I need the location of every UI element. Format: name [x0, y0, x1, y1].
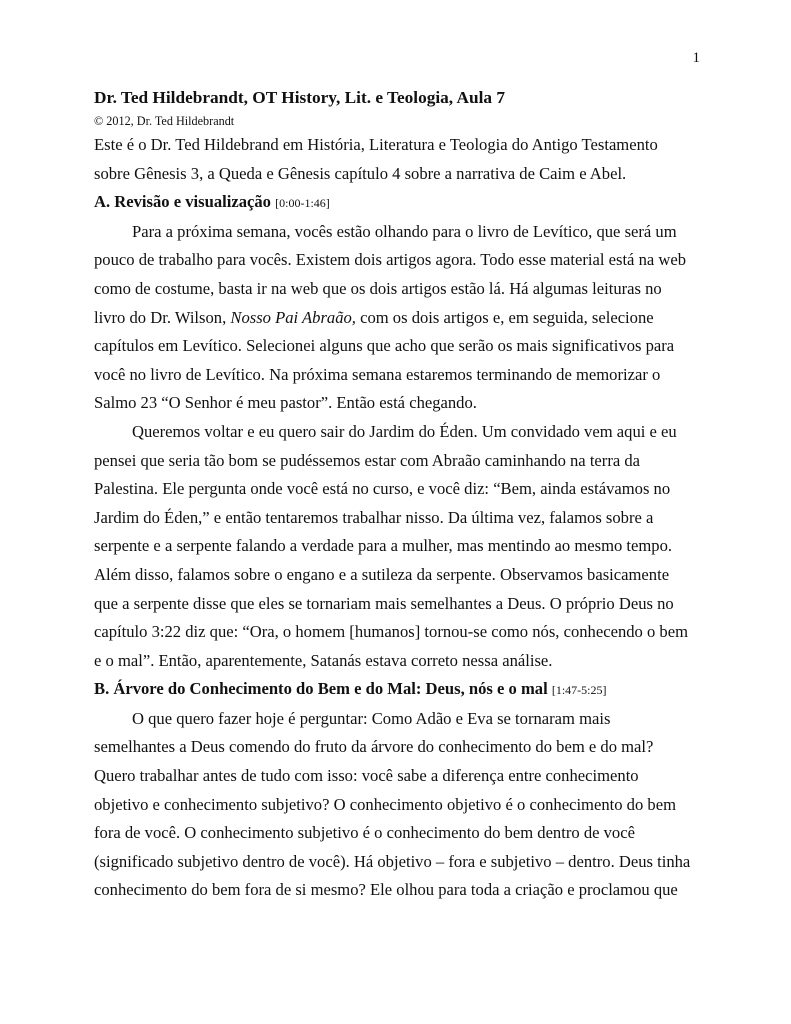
paragraph	[94, 218, 702, 418]
text-line: (significado subjetivo dentro de você). Há objetivo – fora e subjetivo – dentro. Deus tinha	[94, 851, 691, 871]
intro-paragraph	[94, 131, 702, 188]
section-title: B. Árvore do Conhecimento do Bem e do Mal: Deus, nós e o mal	[94, 679, 548, 699]
text-line: Jardim do Éden,” e então tentaremos trabalhar nisso. Da última vez, falamos sobre a	[94, 507, 654, 527]
text-line: você no livro de Levítico. Na próxima semana estaremos terminando de memorizar o	[94, 364, 661, 384]
text-line: capítulos em Levítico. Selecionei alguns que acho que serão os mais significativos para	[94, 336, 675, 356]
text-line: Queremos voltar e eu quero sair do Jardim do Éden. Um convidado vem aqui e eu	[132, 421, 677, 441]
text-line: pensei que seria tão bom se pudéssemos estar com Abraão caminhando na terra da	[94, 450, 641, 470]
text-line: Salmo 23 “O Senhor é meu pastor”. Então está chegando.	[94, 393, 477, 413]
document-title: Dr. Ted Hildebrandt, OT History, Lit. e Teologia, Aula 7	[94, 88, 505, 107]
text-line: serpente e a serpente falando a verdade para a mulher, mas mentindo ao mesmo tempo.	[94, 536, 673, 556]
document-body	[94, 85, 702, 905]
section-heading-b	[94, 675, 702, 705]
text-line: fora de você. O conhecimento subjetivo é o conhecimento do bem dentro de você	[94, 823, 635, 843]
text-line: Quero trabalhar antes de tudo com isso: você sabe a diferença entre conhecimento	[94, 766, 639, 786]
section-heading-a	[94, 188, 702, 218]
paragraph	[94, 705, 702, 905]
text-line: Este é o Dr. Ted Hildebrand em História, Literatura e Teologia do Antigo Testamento	[94, 135, 658, 154]
paragraph	[94, 418, 702, 675]
section-title: A. Revisão e visualização	[94, 192, 271, 212]
text-line: sobre Gênesis 3, a Queda e Gênesis capítulo 4 sobre a narrativa de Caim e Abel.	[94, 163, 627, 183]
copyright-notice: © 2012, Dr. Ted Hildebrandt	[94, 114, 235, 128]
text-line: Além disso, falamos sobre o engano e a sutileza da serpente. Observamos basicamente	[94, 564, 670, 584]
book-title: Nosso Pai Abraão,	[230, 307, 356, 327]
text-line: Para a próxima semana, vocês estão olhando para o livro de Levítico, que será um	[132, 221, 677, 241]
text-line: conhecimento do bem fora de si mesmo? Ele olhou para toda a criação e proclamou que	[94, 880, 678, 900]
text-line: e o mal”. Então, aparentemente, Satanás estava correto nessa análise.	[94, 650, 553, 670]
text-line: pouco de trabalho para vocês. Existem dois artigos agora. Todo esse material está na web	[94, 250, 687, 270]
text-run: livro do Dr. Wilson,	[94, 307, 231, 327]
text-line: objetivo e conhecimento subjetivo? O conhecimento objetivo é o conhecimento do bem	[94, 794, 676, 814]
text-line: Palestina. Ele pergunta onde você está no curso, e você diz: “Bem, ainda estávamos no	[94, 479, 671, 499]
text-run: com os dois artigos e, em seguida, selecione	[355, 307, 654, 327]
page-number: 1	[692, 50, 700, 66]
text-line: como de costume, basta ir na web que os dois artigos estão lá. Há algumas leituras no	[94, 278, 662, 298]
text-line	[94, 304, 702, 333]
section-timestamp: [0:00-1:46]	[275, 196, 330, 211]
section-timestamp: [1:47-5:25]	[551, 683, 607, 698]
text-line: semelhantes a Deus comendo do fruto da árvore do conhecimento do bem e do mal?	[94, 737, 654, 757]
text-line: capítulo 3:22 diz que: “Ora, o homem [humanos] tornou-se como nós, conhecendo o bem	[94, 622, 688, 642]
text-line: que a serpente disse que eles se tornariam mais semelhantes a Deus. O próprio Deus no	[94, 593, 674, 613]
text-line: O que quero fazer hoje é perguntar: Como Adão e Eva se tornaram mais	[132, 708, 611, 728]
